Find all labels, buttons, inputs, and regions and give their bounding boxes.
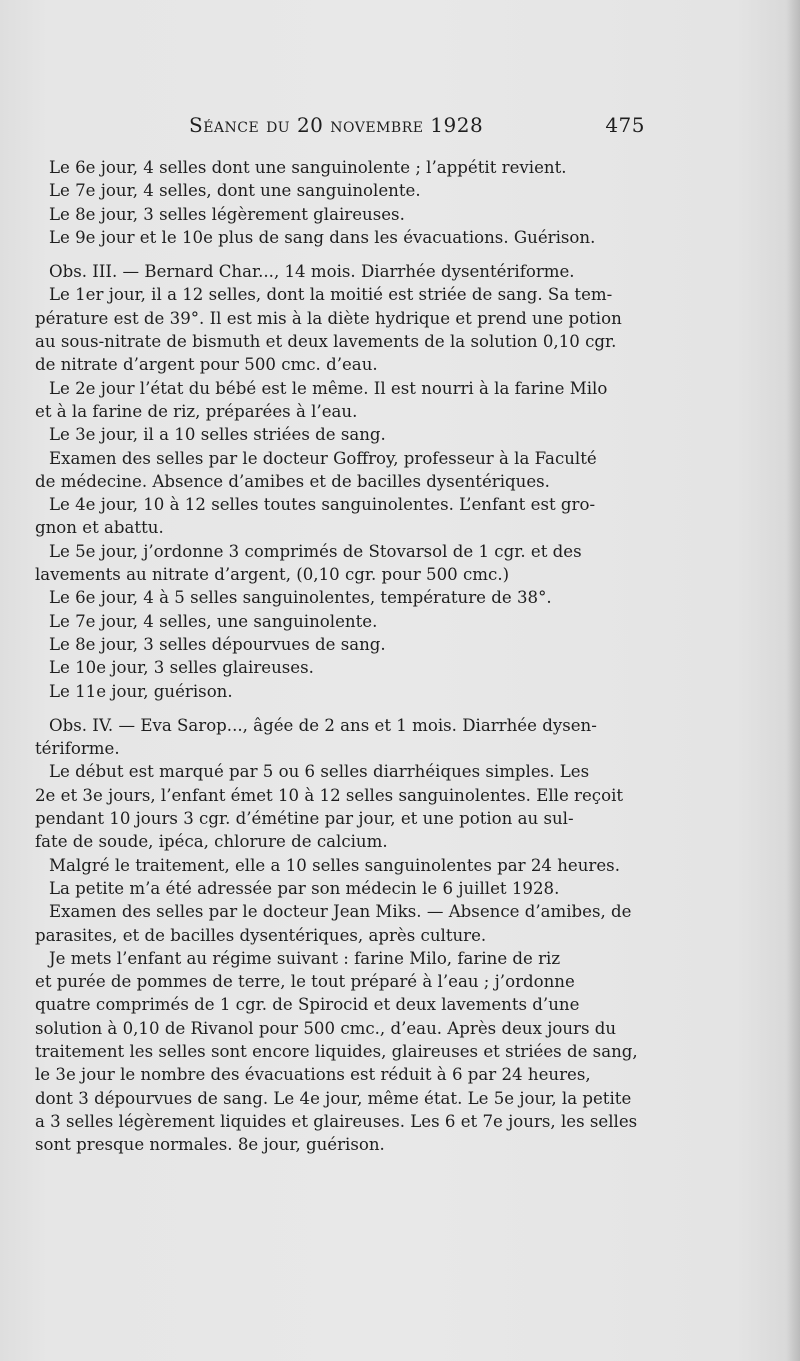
text-line: de médecine. Absence d’amibes et de bacilles dysentériques. (35, 471, 550, 491)
text-line: lavements au nitrate d’argent, (0,10 cgr. pour 500 cmc.) (35, 565, 510, 585)
text-line: Le début est marqué par 5 ou 6 selles diarrhéiques simples. Les (49, 762, 590, 782)
text-line: dont 3 dépourvues de sang. Le 4e jour, même état. Le 5e jour, la petite (35, 1088, 632, 1108)
text-line: Examen des selles par le docteur Goffroy, professeur à la Faculté (49, 448, 597, 468)
paragraph-gap (35, 703, 645, 714)
text-line: Le 7e jour, 4 selles, dont une sanguinolente. (49, 181, 421, 201)
text-line: et purée de pommes de terre, le tout préparé à l’eau ; j’ordonne (35, 972, 575, 992)
text-line: Le 3e jour, il a 10 selles striées de sang. (49, 425, 386, 445)
text-line: pendant 10 jours 3 cgr. d’émétine par jour, et une potion au sul- (35, 809, 574, 829)
observation-heading: Obs. IV. — Eva Sarop..., âgée de 2 ans et 1 mois. Diarrhée dysen- (49, 715, 597, 735)
text-line: Malgré le traitement, elle a 10 selles sanguinolentes par 24 heures. (49, 855, 620, 875)
text-line: Le 6e jour, 4 à 5 selles sanguinolentes, température de 38°. (49, 588, 552, 608)
text-line: Je mets l’enfant au régime suivant : farine Milo, farine de riz (49, 948, 561, 968)
paragraph-gap (35, 249, 645, 260)
text-line: quatre comprimés de 1 cgr. de Spirocid et deux lavements d’une (35, 995, 580, 1015)
text-line: Le 7e jour, 4 selles, une sanguinolente. (49, 611, 378, 631)
text-line: Le 8e jour, 3 selles dépourvues de sang. (49, 634, 386, 654)
text-line: le 3e jour le nombre des évacuations est réduit à 6 par 24 heures, (35, 1065, 591, 1085)
text-line: parasites, et de bacilles dysentériques, après culture. (35, 925, 487, 945)
text-line: Le 9e jour et le 10e plus de sang dans les évacuations. Guérison. (49, 227, 596, 247)
text-line: gnon et abattu. (35, 518, 164, 538)
text-line: 2e et 3e jours, l’enfant émet 10 à 12 selles sanguinolentes. Elle reçoit (35, 785, 624, 805)
text-line: sont presque normales. 8e jour, guérison. (35, 1135, 385, 1155)
observation-heading: Obs. III. — Bernard Char..., 14 mois. Diarrhée dysentériforme. (49, 262, 575, 282)
text-line: de nitrate d’argent pour 500 cmc. d’eau. (35, 355, 378, 375)
text-line: traitement les selles sont encore liquides, glaireuses et striées de sang, (35, 1041, 638, 1061)
body-text (35, 156, 645, 1156)
text-line: a 3 selles légèrement liquides et glaireuses. Les 6 et 7e jours, les selles (35, 1111, 638, 1131)
text-line: solution à 0,10 de Rivanol pour 500 cmc., d’eau. Après deux jours du (35, 1018, 617, 1038)
text-line: pérature est de 39°. Il est mis à la diète hydrique et prend une potion (35, 308, 622, 328)
text-line: fate de soude, ipéca, chlorure de calcium. (35, 832, 388, 852)
text-line: tériforme. (35, 739, 120, 759)
page-number: 475 (605, 113, 645, 137)
text-line: et à la farine de riz, préparées à l’eau. (35, 401, 358, 421)
text-line: Le 5e jour, j’ordonne 3 comprimés de Stovarsol de 1 cgr. et des (49, 541, 582, 561)
page-edge-shadow (786, 0, 800, 1361)
text-line: Le 10e jour, 3 selles glaireuses. (49, 658, 314, 678)
text-line: Examen des selles par le docteur Jean Miks. — Absence d’amibes, de (49, 902, 632, 922)
text-line: Le 6e jour, 4 selles dont une sanguinolente ; l’appétit revient. (49, 158, 567, 177)
text-line: Le 11e jour, guérison. (49, 681, 233, 701)
header-title: Séance du 20 novembre 1928 (189, 113, 484, 137)
text-line: Le 4e jour, 10 à 12 selles toutes sanguinolentes. L’enfant est gro- (49, 495, 596, 515)
text-line: La petite m’a été adressée par son médecin le 6 juillet 1928. (49, 878, 560, 898)
text-line: Le 1er jour, il a 12 selles, dont la moitié est striée de sang. Sa tem- (49, 285, 613, 305)
running-header (189, 113, 645, 143)
text-line: au sous-nitrate de bismuth et deux lavements de la solution 0,10 cgr. (35, 332, 617, 352)
text-line: Le 8e jour, 3 selles légèrement glaireuses. (49, 204, 405, 224)
text-line: Le 2e jour l’état du bébé est le même. Il est nourri à la farine Milo (49, 378, 608, 398)
